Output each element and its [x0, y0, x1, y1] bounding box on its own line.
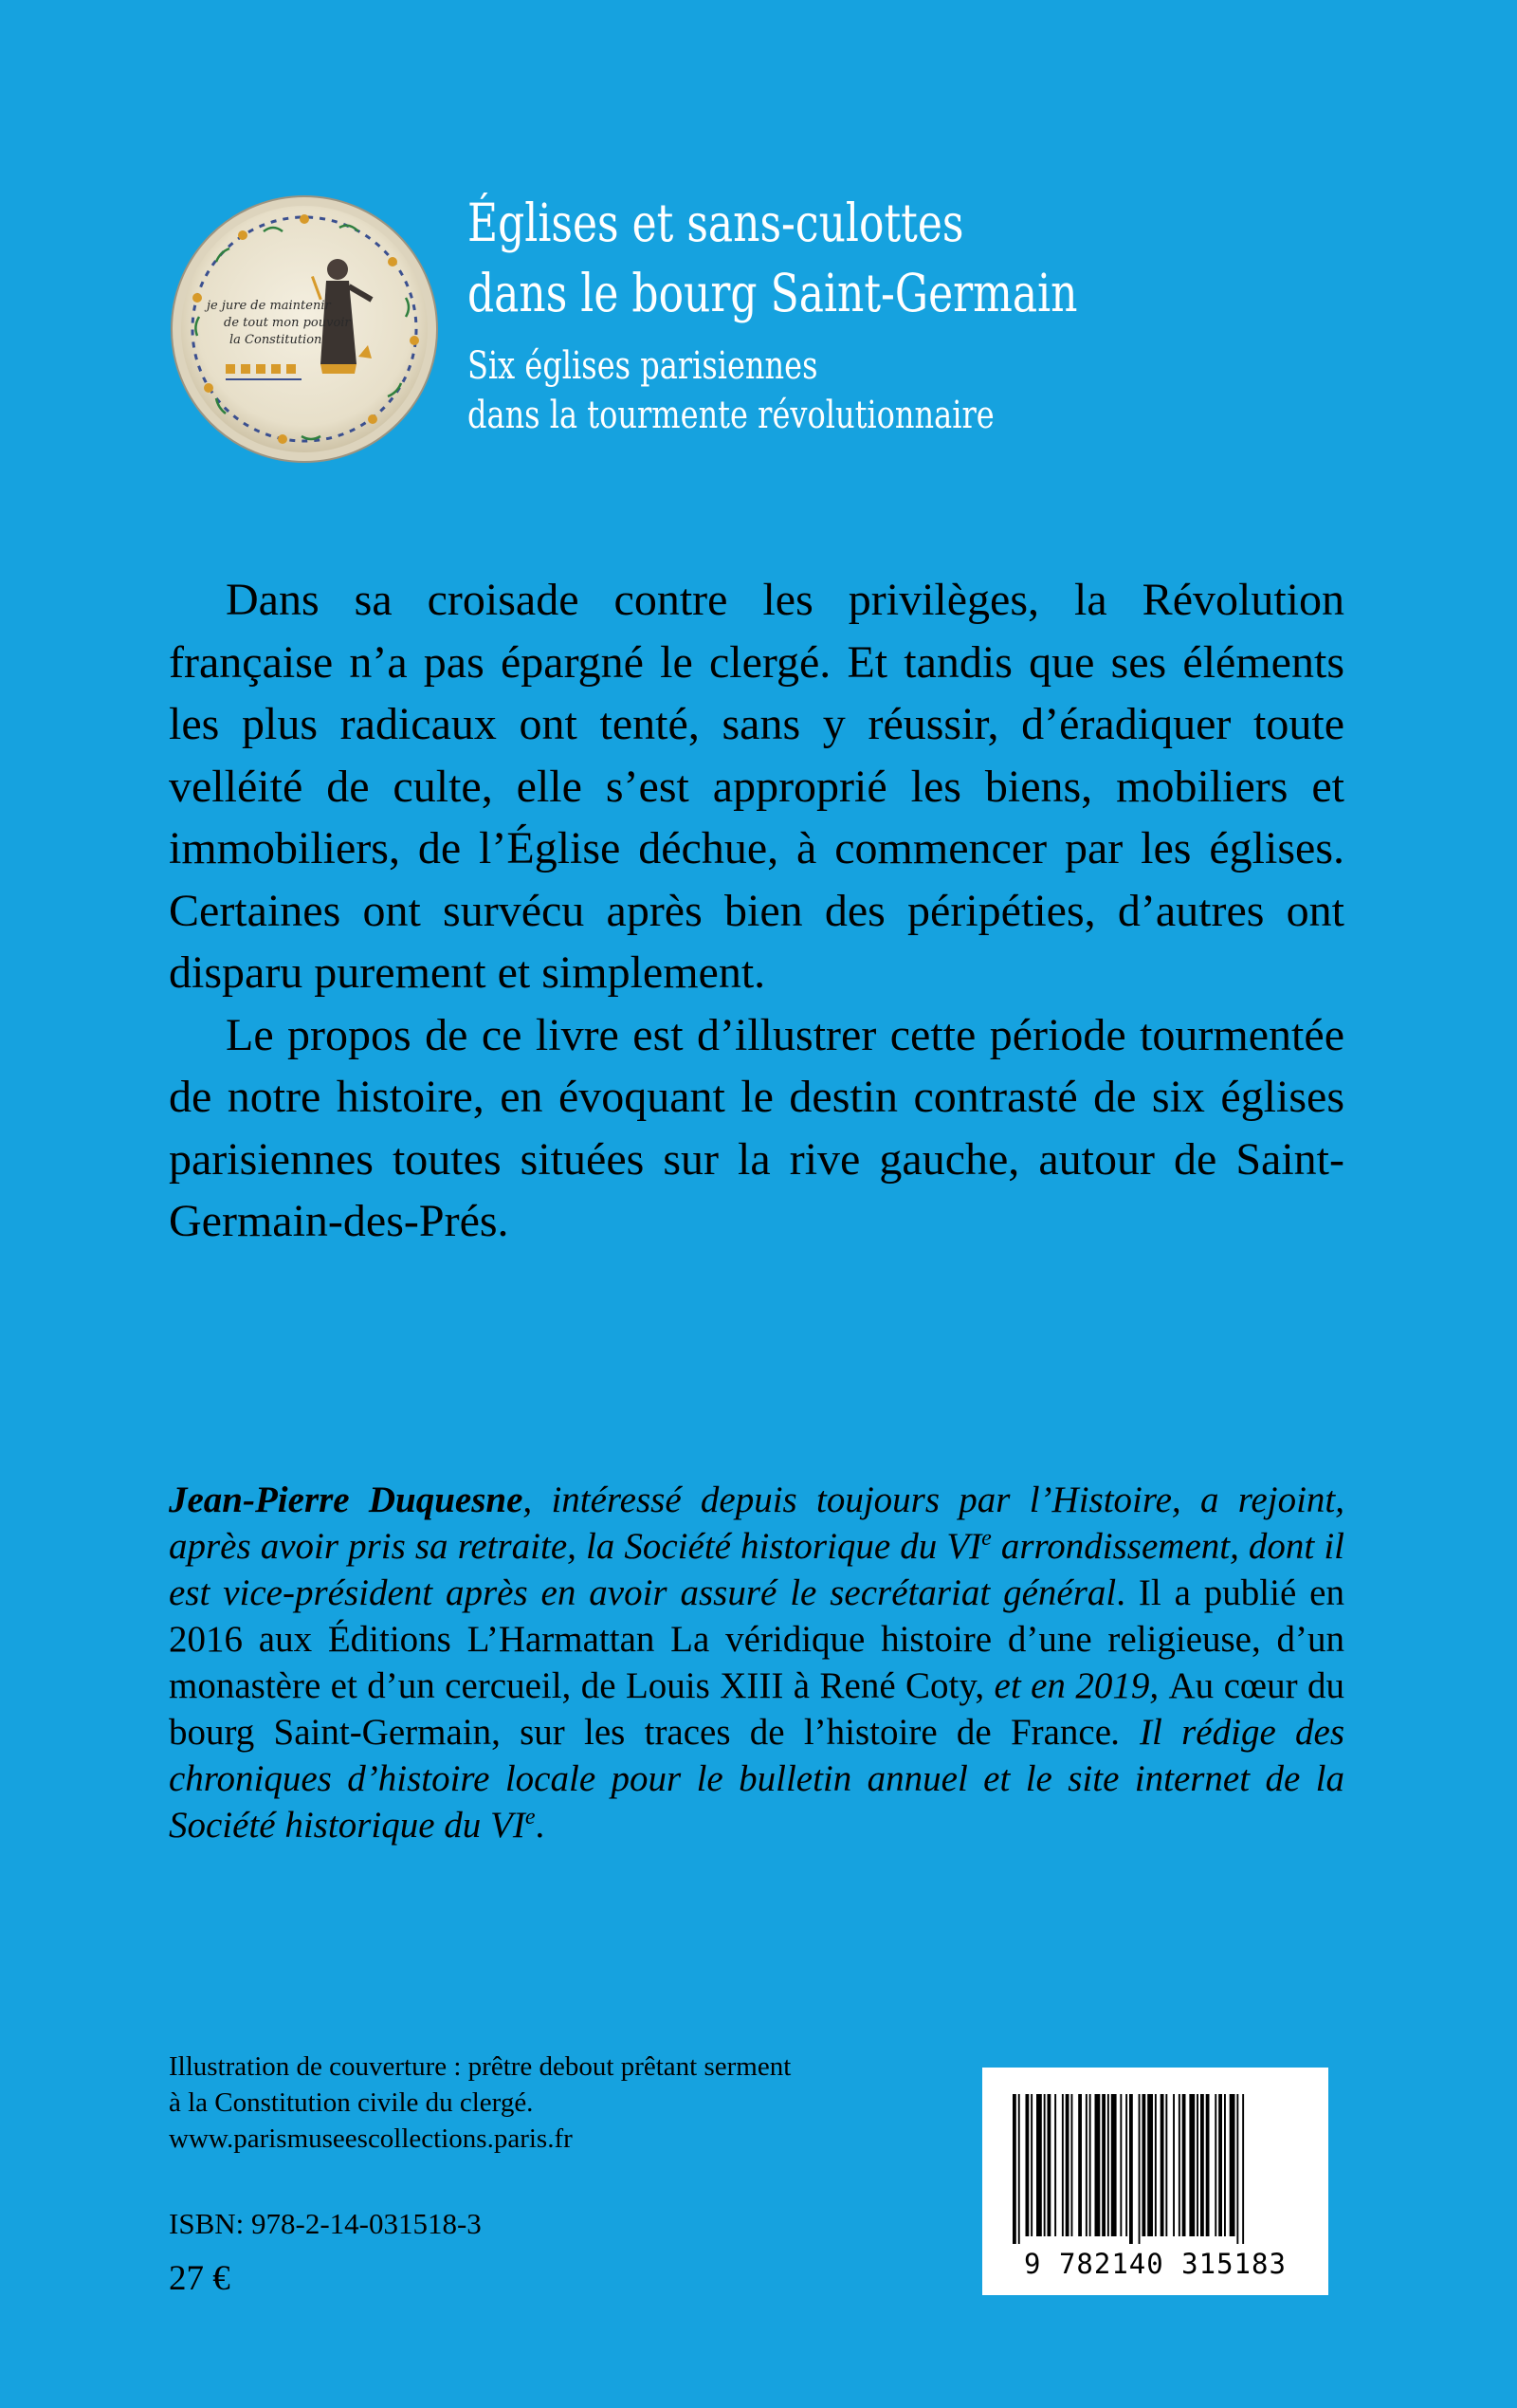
barcode-bar	[1218, 2094, 1222, 2236]
barcode-bar	[1200, 2094, 1204, 2236]
barcode-bar	[1179, 2094, 1180, 2236]
book-title-line2: dans le bourg Saint-Germain	[467, 263, 1078, 323]
book-subtitle	[467, 341, 1226, 440]
barcode-bar	[1215, 2094, 1216, 2236]
bio-superscript-1: e	[981, 1526, 992, 1551]
barcode-bar	[1089, 2094, 1091, 2236]
barcode-bar	[1062, 2094, 1064, 2236]
barcode-bar	[1111, 2094, 1117, 2236]
barcode-bar	[1036, 2094, 1042, 2236]
bio-text-3: . Il a publié en 2016 aux Éditions L’Harmattan	[169, 1572, 1344, 1660]
bio-text-5: . Il rédige des chroniques d’histoire locale pour le bulletin annuel et le site internet de la Société historique du VI	[169, 1712, 1344, 1846]
bio-book-title-1: La véridique histoire d’une religieuse, d’un monastère et d’un cercueil, de Louis XIII à René Coty,	[169, 1619, 1344, 1706]
title-block	[467, 188, 1416, 440]
bio-text-1: , intéressé depuis toujours par l’Histoire, a rejoint, après avoir pris sa retraite, la Société historique du VI	[169, 1480, 1344, 1567]
bio-text-2: arrondissement, dont il est vice-président après en avoir assuré le secrétariat général	[169, 1526, 1344, 1613]
barcode-bar	[1242, 2094, 1244, 2244]
plate-inscription-line3: la Constitution	[229, 333, 322, 347]
barcode-bar	[1013, 2094, 1016, 2244]
barcode-bar	[1173, 2094, 1175, 2236]
barcode	[982, 2068, 1328, 2295]
barcode-bar	[1044, 2094, 1046, 2236]
barcode-bar	[1071, 2094, 1073, 2236]
barcode-bar	[1048, 2094, 1051, 2236]
credits-url: www.parismuseescollections.paris.fr	[169, 2123, 573, 2154]
credits-line-1: Illustration de couverture : prêtre debout prêtant serment	[169, 2051, 792, 2082]
barcode-bar	[1095, 2094, 1101, 2236]
barcode-bar	[1197, 2094, 1198, 2236]
barcode-bar	[1086, 2094, 1087, 2236]
blurb-paragraph-1: Dans sa croisade contre les privilèges, la Révolution française n’a pas épargné le clergé. Et tandis que ses éléments les plus radicaux ont tenté, sans y réussir, d’éradiquer toute velléité de culte, elle s’est approprié les biens, mobiliers et immobiliers, de l’Église déchue, à commencer par les églises. Certaines ont survécu après bien des péripéties, d’autres ont disparu purement et simplement.	[169, 575, 1344, 998]
barcode-bar	[1147, 2094, 1153, 2236]
barcode-bar	[1206, 2094, 1210, 2236]
isbn-text: ISBN: 978-2-14-031518-3	[169, 2207, 482, 2240]
price-text: 27 €	[169, 2259, 230, 2298]
barcode-bar	[1125, 2094, 1127, 2236]
barcode-bar	[1102, 2094, 1106, 2236]
barcode-bars	[1009, 2094, 1303, 2244]
barcode-bar	[1107, 2094, 1109, 2236]
barcode-bar	[1078, 2094, 1082, 2236]
book-title-line1: Églises et sans-culottes	[467, 193, 964, 253]
plate-image	[169, 193, 440, 465]
plate-inscription-line2: de tout mon pouvoir	[224, 316, 351, 330]
barcode-bar	[1165, 2094, 1167, 2236]
author-bio	[169, 1477, 1344, 1848]
barcode-bar	[1142, 2094, 1146, 2236]
barcode-digits: 9 782140 315183	[1024, 2248, 1287, 2280]
bio-text-6: .	[535, 1805, 545, 1846]
barcode-bar	[1224, 2094, 1226, 2236]
barcode-bar	[1155, 2094, 1157, 2236]
barcode-bar	[1054, 2094, 1056, 2236]
illustration-credits	[169, 2049, 946, 2157]
barcode-bar	[1129, 2094, 1133, 2244]
plate-inscription-line1: je jure de maintenir	[207, 299, 331, 313]
barcode-bar	[1031, 2094, 1033, 2236]
barcode-bar	[1236, 2094, 1238, 2244]
blurb-paragraph-2: Le propos de ce livre est d’illustrer cette période tourmentée de notre histoire, en évoquant le destin contrasté de six églises parisiennes toutes situées sur la rive gauche, autour de Saint-Germain-des-Prés.	[169, 1009, 1344, 1246]
book-blurb	[169, 569, 1344, 1253]
cover-plate-illustration	[169, 193, 440, 465]
barcode-bar	[1026, 2094, 1030, 2236]
credits-line-2: à la Constitution civile du clergé.	[169, 2087, 534, 2118]
barcode-bar	[1139, 2094, 1141, 2244]
author-bio-paragraph	[169, 1477, 1344, 1848]
barcode-bar	[1182, 2094, 1186, 2236]
barcode-bar	[1161, 2094, 1164, 2236]
bio-text-4: et en 2019,	[984, 1665, 1169, 1706]
barcode-bar	[1066, 2094, 1069, 2236]
book-subtitle-line1: Six églises parisiennes	[467, 344, 818, 388]
bio-book-title-2: Au cœur du bourg Saint-Germain, sur les traces de l’histoire de France	[169, 1665, 1344, 1753]
barcode-bar	[1189, 2094, 1195, 2236]
barcode-bar	[1018, 2094, 1020, 2244]
bio-superscript-2: e	[524, 1805, 536, 1829]
book-subtitle-line2: dans la tourmente révolutionnaire	[467, 394, 995, 437]
barcode-bar	[1120, 2094, 1122, 2236]
barcode-bar	[1230, 2094, 1235, 2236]
author-name: Jean-Pierre Duquesne	[169, 1480, 523, 1520]
